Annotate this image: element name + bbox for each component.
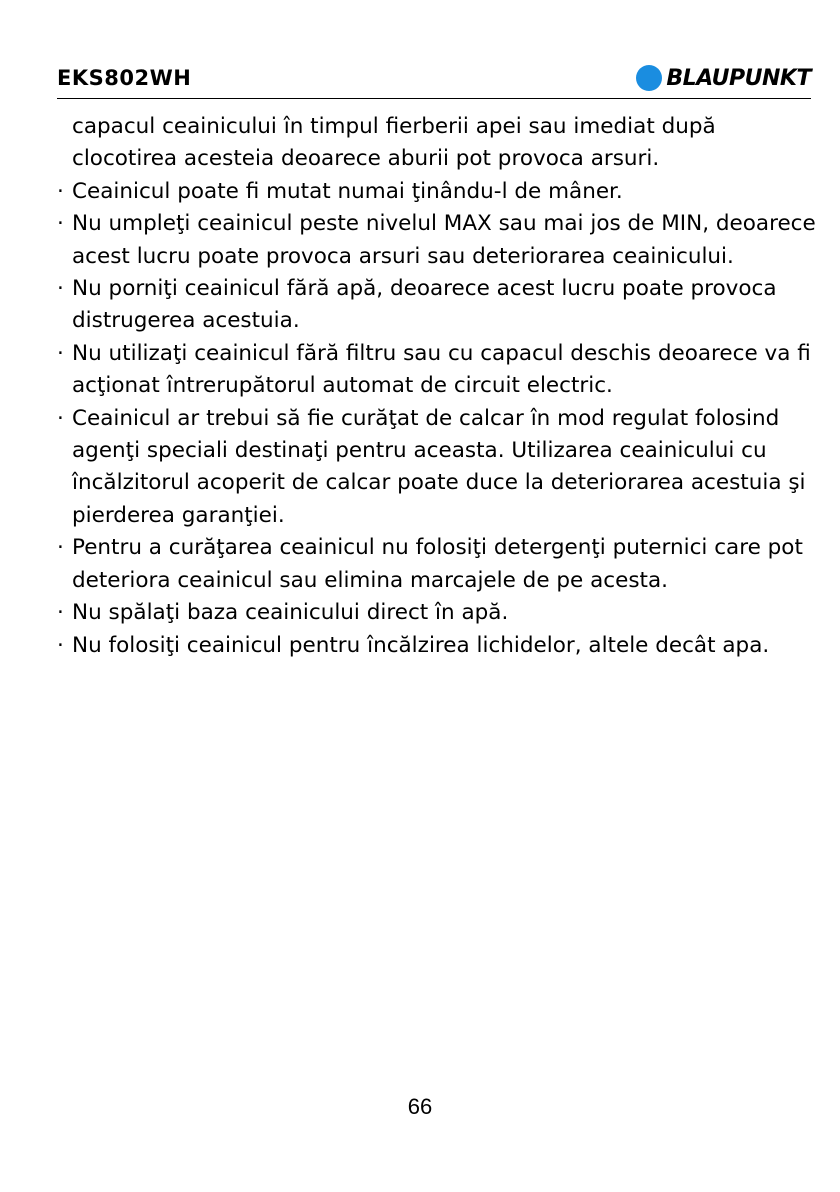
list-item (57, 273, 817, 338)
list-item-text: Nu utilizaţi ceainicul fără filtru sau cu capacul deschis deoarece va fi acţionat întrerupătorul automat de circuit electric. (72, 340, 811, 399)
bullet-icon: · (57, 535, 64, 561)
list-item-text: Pentru a curăţarea ceainicul nu folosiţi detergenţi puternici care pot deteriora ceainicul sau elimina marcajele de pe acesta. (72, 535, 803, 593)
list-item (57, 176, 817, 208)
list-item-text: Ceainicul poate fi mutat numai ţinându-l de mâner. (72, 178, 623, 204)
list-item-text: Nu porniţi ceainicul fără apă, deoarece acest lucru poate provoca distrugerea acestuia. (72, 276, 777, 334)
bullet-icon: · (57, 632, 64, 658)
bullet-icon: · (57, 405, 64, 431)
page-header (57, 58, 811, 99)
list-item (57, 597, 817, 629)
list-item (57, 630, 817, 662)
continued-paragraph: capacul ceainicului în timpul fierberii apei sau imediat după clocotirea acesteia deoarece aburii pot provoca arsuri. (72, 114, 716, 172)
brand-logo (636, 65, 811, 91)
blaupunkt-blue-dot-icon (636, 65, 662, 91)
list-item (57, 208, 817, 273)
list-item (57, 338, 817, 403)
safety-instructions-list (57, 176, 817, 662)
list-item-text: Nu umpleţi ceainicul peste nivelul MAX sau mai jos de MIN, deoarece acest lucru poate provoca arsuri sau deteriorarea ceainicului. (72, 211, 816, 269)
bullet-icon: · (57, 276, 64, 302)
list-item-text: Ceainicul ar trebui să fie curăţat de calcar în mod regulat folosind agenţi speciali destinaţi pentru aceasta. Utilizarea ceainicului cu încălzitorul acoperit de calcar poate duce la deteriorarea acestuia şi pierderea garanţiei. (72, 405, 806, 528)
model-number: EKS802WH (57, 66, 192, 90)
instructions-content (57, 111, 817, 662)
page-number: 66 (407, 1094, 433, 1119)
bullet-icon: · (57, 211, 64, 237)
bullet-icon: · (57, 340, 64, 366)
list-item-text: Nu spălaţi baza ceainicului direct în apă. (72, 600, 509, 626)
bullet-icon: · (57, 178, 64, 204)
bullet-icon: · (57, 600, 64, 626)
list-item (57, 403, 817, 533)
list-item-text: Nu folosiţi ceainicul pentru încălzirea lichidelor, altele decât apa. (72, 632, 770, 658)
brand-name: BLAUPUNKT (666, 65, 811, 91)
list-item (57, 532, 817, 597)
